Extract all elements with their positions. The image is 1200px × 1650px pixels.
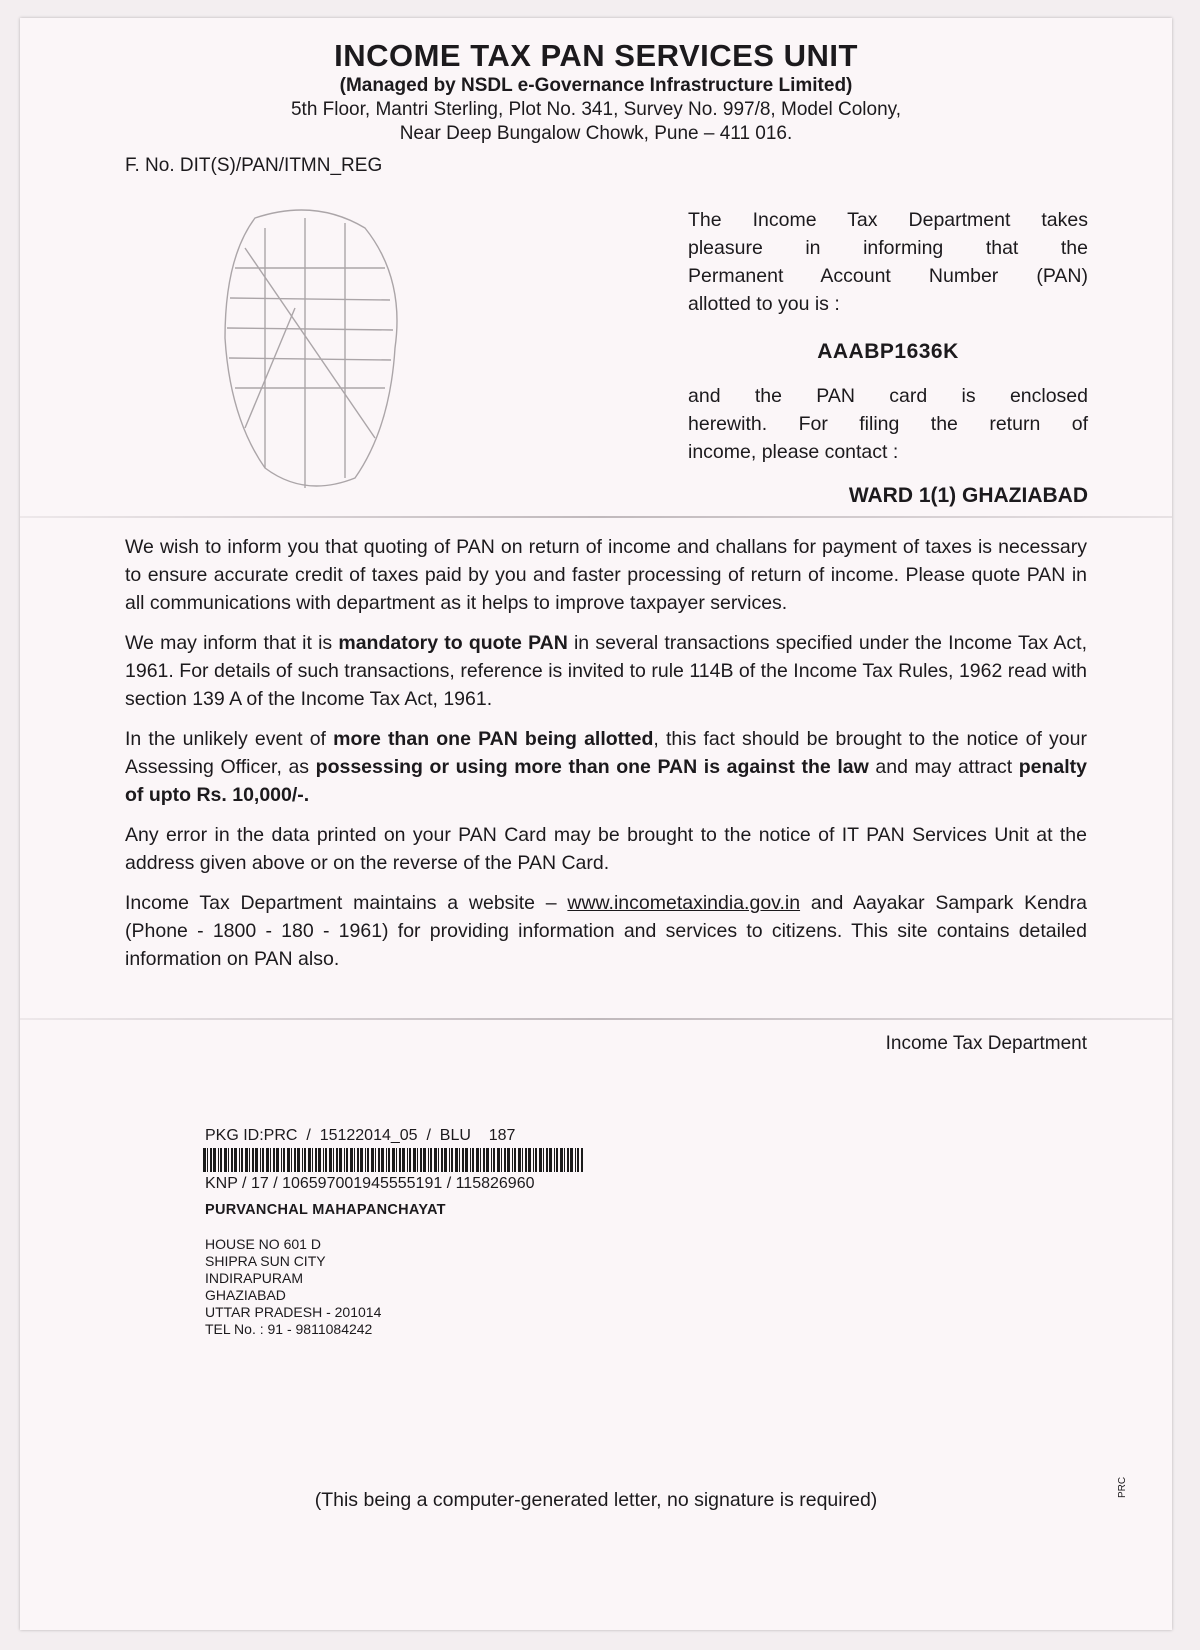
footer-note: (This being a computer-generated letter, no signature is required) [314,1489,878,1511]
assessing-ward: WARD 1(1) GHAZIABAD [848,484,1088,507]
intro-line: Permanent Account Number (PAN) [688,265,1088,287]
org-subtitle: (Managed by NSDL e-Governance Infrastructure Limited) [339,75,853,96]
text: In the unlikely event of [125,728,334,750]
org-address-line2: Near Deep Bungalow Chowk, Pune – 411 016. [399,123,793,144]
package-id: PKG ID:PRC / 15122014_05 / BLU 187 [205,1127,516,1144]
text: Income Tax Department maintains a website – [125,892,568,914]
signature-line: Income Tax Department [885,1033,1087,1054]
enclosed-line: and the PAN card is enclosed [688,385,1088,407]
pan-intro-block [688,206,1088,510]
paragraph-multiple-pan [125,725,1087,809]
address-line: HOUSE NO 601 D [205,1236,321,1252]
text: and Aayakar Sampark Kendra (Phone - 1800 - 180 - 1961) for providing information and services to citizens. This site contains detailed information on PAN also. [125,892,1087,970]
org-title: INCOME TAX PAN SERVICES UNIT [334,38,858,73]
enclosed-line: herewith. For filing the return of [688,413,1088,435]
address-line: SHIPRA SUN CITY [205,1253,326,1269]
letterhead [20,38,1172,146]
address-line: INDIRAPURAM [205,1270,304,1286]
text: in several transactions specified under the Income Tax Act, 1961. For details of such transactions, reference is invited to rule 114B of the Income Tax Rules, 1962 read with section 139 A of the Income Tax Act, 1961. [125,632,1087,710]
text: We may inform that it is [125,632,339,654]
file-number: F. No. DIT(S)/PAN/ITMN_REG [125,155,383,176]
letter-body [125,533,1087,985]
letter-sheet [20,18,1172,1630]
intro-line: pleasure in informing that the [688,237,1088,259]
dispatch-block [205,1126,583,1338]
enclosed-line: income, please contact : [688,441,899,463]
paragraph-errors: Any error in the data printed on your PAN Card may be brought to the notice of IT PAN Services Unit at the address given above or on the reverse of the PAN Card. [125,824,1087,874]
faded-stamp-impression [205,188,425,508]
org-address-line1: 5th Floor, Mantri Sterling, Plot No. 341, Survey No. 997/8, Model Colony, [290,99,902,120]
paragraph-quoting-pan: We wish to inform you that quoting of PAN on return of income and challans for payment of taxes is necessary to ensure accurate credit of taxes paid by you and faster processing of return of income. Please quote PAN in all communications with department as it helps to improve taxpayer services. [125,536,1087,614]
side-code: PRC [1117,1476,1128,1498]
paragraph-website [125,889,1087,973]
intro-line: The Income Tax Department takes [688,209,1088,231]
address-line: GHAZIABAD [205,1287,286,1303]
emphasis: penalty of upto Rs. 10,000/-. [125,756,1087,806]
emphasis: mandatory to quote PAN [338,632,568,654]
recipient-name: PURVANCHAL MAHAPANCHAYAT [205,1202,446,1218]
fold-line [20,516,1172,518]
intro-line: allotted to you is : [688,293,840,315]
recipient-address [205,1236,583,1338]
barcode [203,1148,583,1172]
knp-reference: KNP / 17 / 106597001945555191 / 115826960 [205,1175,535,1192]
pan-number: AAABP1636K [817,340,959,363]
paragraph-mandatory [125,629,1087,713]
website-link[interactable]: www.incometaxindia.gov.in [567,892,801,914]
address-line: TEL No. : 91 - 9811084242 [205,1321,373,1337]
address-line: UTTAR PRADESH - 201014 [205,1304,382,1320]
fold-line [20,1018,1172,1020]
text: , this fact should be brought to the notice of your Assessing Officer, as [125,728,1087,778]
emphasis: possessing or using more than one PAN is against the law [315,756,869,778]
text: and may attract [868,756,1019,778]
emphasis: more than one PAN being allotted [333,728,654,750]
